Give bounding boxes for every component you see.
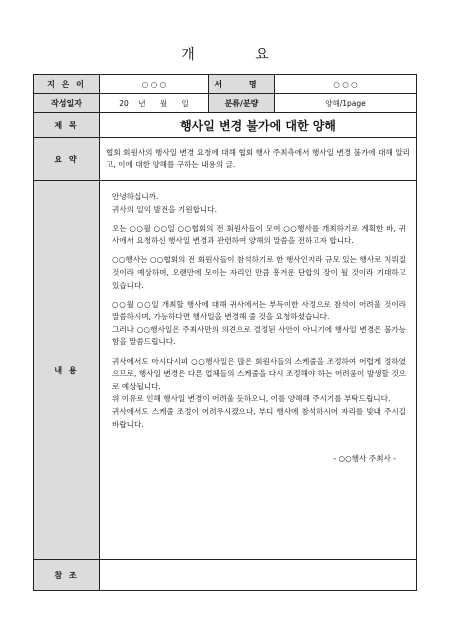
signature-value: ○ ○ ○ <box>275 75 417 94</box>
category-label: 분류/분량 <box>209 94 275 113</box>
content-paragraph: 귀사에서도 아시다시피 ○○행사일은 많은 회원사들의 스케줄을 조정하여 어렵게 정하였으므로, 행사일 변경은 다른 업체들의 스케줄을 다시 조정해야 하는 어려움이 발생할 것으로 예상됩니다. 위 이유로 인해 행사일 변경이 어려울 듯하오니, 이를 양해해 주시기를 부탁드립니다. 귀사에서도 스케줄 조정이 어려우시겠으나, 부디 행사에 참석하시어 자리를 빛내 주시길 바랍니다. <box>112 356 406 429</box>
content-paragraph: ○○행사는 ○○협회의 전 회원사들이 참석하기로 한 행사인지라 규모 있는 행사로 치뤄질 것이라 예상하며, 오랜만에 모이는 자리인 만큼 흥겨운 단합의 장이 될 것이라 기대하고 있습니다. <box>112 255 406 290</box>
date-day: 일 <box>181 98 189 108</box>
category-value: 양해/1page <box>275 94 417 113</box>
date-label: 작성일자 <box>34 94 100 113</box>
date-year: 년 <box>138 98 146 108</box>
content-paragraph: ○○월 ○○일 개최할 행사에 대해 귀사에서는 부득이한 사정으로 참석이 어려울 것이라 말씀하시며, 가능하다면 행사일을 변경해 줄 것을 요청하셨습니다. 그러나 ○○행사일은 주최사만의 의견으로 결정된 사안이 아니기에 행사일 변경은 불가능함을 말씀드립니다. <box>112 299 406 347</box>
date-year-prefix: 20 <box>119 98 129 108</box>
content-paragraphs <box>112 191 406 431</box>
author-label: 지 은 이 <box>34 75 100 94</box>
signature-line: - ○○행사 주최사 - <box>333 454 396 464</box>
reference-value <box>100 560 417 591</box>
date-value <box>100 94 209 113</box>
content-label: 내 용 <box>34 181 100 560</box>
date-month: 월 <box>159 98 168 108</box>
content-body <box>100 181 417 560</box>
content-paragraph: 오는 ○○월 ○○일 ○○협회의 전 회원사들이 모여 ○○행사를 개최하기로 계획한 바, 귀사에서 요청하신 행사일 변경과 관련하여 양해의 말씀을 전하고자 합니다. <box>112 223 406 246</box>
subject-label: 제 목 <box>34 113 100 138</box>
summary-form-table <box>33 74 417 591</box>
signature-label: 서 명 <box>209 75 275 94</box>
author-value: ○ ○ ○ <box>100 75 209 94</box>
summary-label: 요 약 <box>34 138 100 181</box>
subject-value: 행사일 변경 불가에 대한 양해 <box>100 113 417 138</box>
summary-value: 협회 회원사의 행사일 변경 요청에 대해 협회 행사 주최측에서 행사일 변경 불가에 대해 알리고, 이에 대한 양해를 구하는 내용의 글. <box>100 138 417 181</box>
reference-label: 참 조 <box>34 560 100 591</box>
document-title: 개 요 <box>181 47 297 63</box>
content-paragraph: 안녕하십니까. 귀사의 일익 발전을 기원합니다. <box>112 192 218 214</box>
